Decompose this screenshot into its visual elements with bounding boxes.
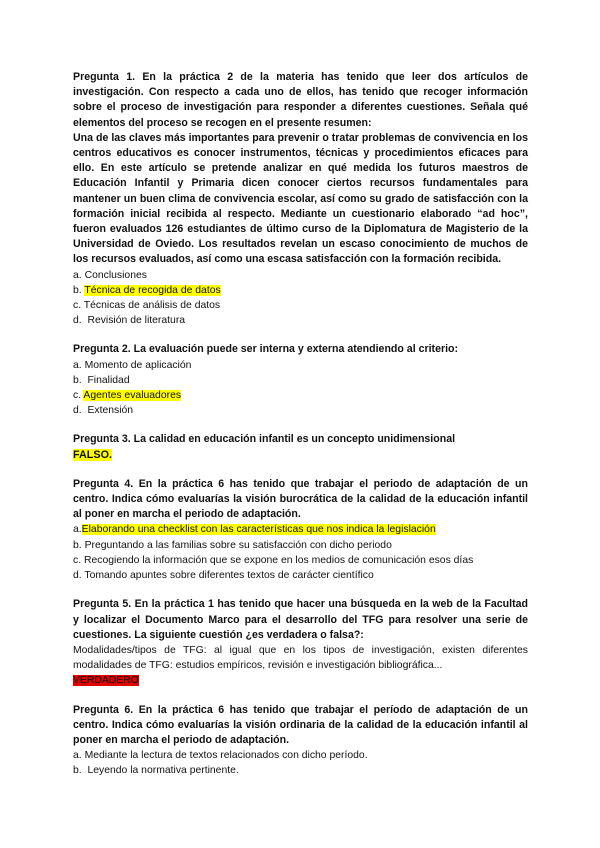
question-1-option-b: b. Técnica de recogida de datos — [73, 284, 221, 296]
question-1-option-c: c. Técnicas de análisis de datos — [73, 300, 221, 312]
question-5-answer: VERDADERO — [73, 675, 139, 687]
question-3-answer: FALSO. — [73, 448, 112, 461]
question-5-statement: Modalidades/tipos de TFG: al igual que en los tipos de investigación, existen diferentes modalidades de TFG: estudios empíricos, revisión e investigación bibliográfica... — [73, 644, 528, 672]
question-6-option-b: b. Leyendo la normativa pertinente. — [73, 765, 239, 777]
question-4-option-d: d. Tomando apuntes sobre diferentes textos de carácter científico — [73, 570, 374, 582]
highlighted-answer: Agentes evaluadores — [83, 390, 182, 402]
highlighted-answer: Elaborando una checklist con las características que nos indica la legislación — [81, 524, 436, 536]
question-2-option-d: d. Extensión — [73, 405, 134, 417]
question-2-option-a: a. Momento de aplicación — [73, 359, 192, 371]
question-1-stem: Pregunta 1. En la práctica 2 de la materia has tenido que leer dos artículos de investigación. Con respecto a cada uno de ellos, has tenido que recoger información sobre el proceso de investigación para responder a diferentes cuestiones. Señala qué elementos del proceso se recogen en el presente resumen: — [73, 71, 528, 129]
question-1-option-d: d. Revisión de literatura — [73, 315, 186, 327]
question-4-option-c: c. Recogiendo la información que se expone en los medios de comunicación esos días — [73, 554, 474, 566]
question-1-option-a: a. Conclusiones — [73, 269, 147, 281]
question-5 — [73, 597, 528, 688]
document-page — [73, 70, 528, 779]
question-6-option-a: a. Mediante la lectura de textos relacionados con dicho período. — [73, 750, 368, 762]
question-2-option-c: c. Agentes evaluadores — [73, 390, 182, 402]
highlighted-answer: Técnica de recogida de datos — [84, 284, 221, 296]
question-3-stem: Pregunta 3. La calidad en educación infantil es un concepto unidimensional — [73, 433, 456, 446]
question-4-option-a: a.Elaborando una checklist con las características que nos indica la legislación — [73, 524, 436, 536]
question-6 — [73, 703, 528, 779]
question-2 — [73, 342, 528, 418]
question-3 — [73, 432, 528, 462]
question-4 — [73, 477, 528, 583]
question-2-stem: Pregunta 2. La evaluación puede ser interna y externa atendiendo al criterio: — [73, 343, 459, 356]
question-1-abstract: Una de las claves más importantes para prevenir o tratar problemas de convivencia en los centros educativos es conocer instrumentos, técnicas y procedimientos eficaces para ello. En este artículo se pretende analizar en qué medida los futuros maestros de Educación Infantil y Primaria dicen conocer ciertos recursos fundamentales para mantener un buen clima de convivencia escolar, así como su grado de satisfacción con la formación inicial recibida al respecto. Mediante un cuestionario elaborado “ad hoc”, fueron evaluados 126 estudiantes de último curso de la Diplomatura de Magisterio de la Universidad de Oviedo. Los resultados revelan un escaso conocimiento de muchos de los recursos evaluados, así como una escasa satisfacción con la formación recibida. — [73, 131, 528, 266]
question-4-stem: Pregunta 4. En la práctica 6 has tenido que trabajar el periodo de adaptación de un centro. Indica cómo evaluarías la visión burocrática de la calidad de la educación infantil al poner en marcha el periodo de adaptación. — [73, 477, 528, 521]
question-1 — [73, 70, 528, 328]
question-6-stem: Pregunta 6. En la práctica 6 has tenido que trabajar el período de adaptación de un centro. Indica cómo evaluarías la visión ordinaria de la calidad de la educación infantil al poner en marcha el periodo de adaptación. — [73, 703, 528, 746]
question-5-stem: Pregunta 5. En la práctica 1 has tenido que hacer una búsqueda en la web de la Facultad y localizar el Documento Marco para el desarrollo del TFG para resolver una serie de cuestiones. La siguiente cuestión ¿es verdadera o falsa?: — [73, 598, 528, 641]
question-2-option-b: b. Finalidad — [73, 374, 130, 386]
question-4-option-b: b. Preguntando a las familias sobre su satisfacción con dicho periodo — [73, 539, 392, 551]
